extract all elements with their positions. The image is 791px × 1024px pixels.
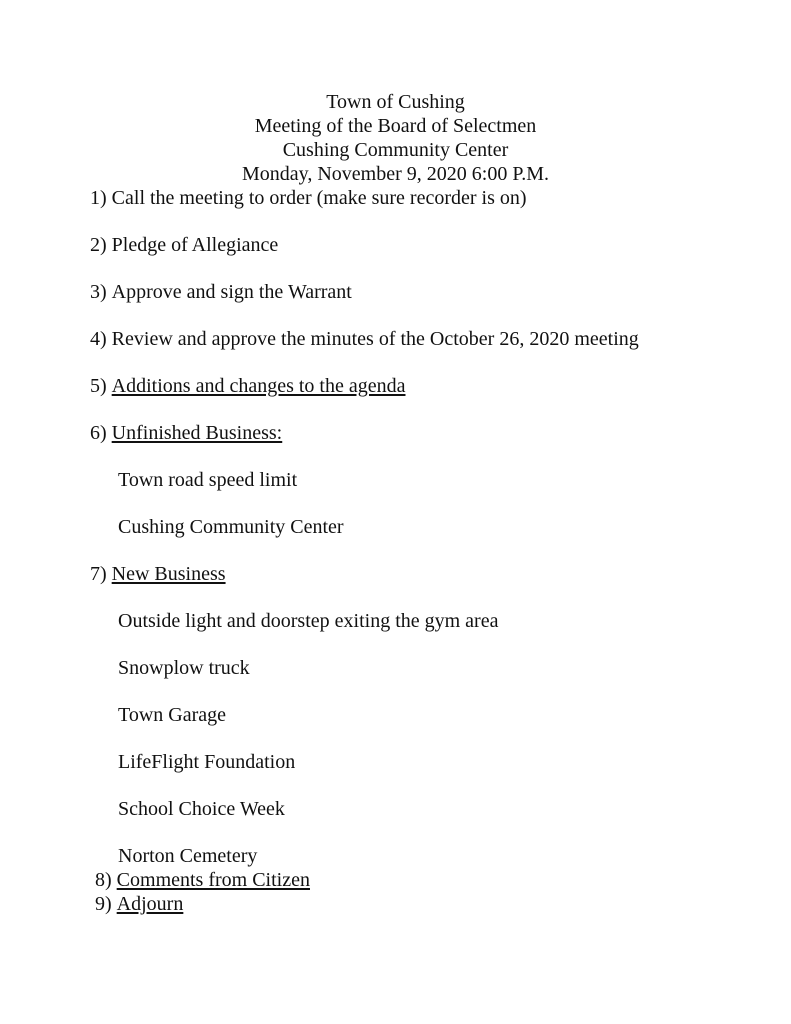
agenda-item-5-number: 5) — [90, 375, 107, 397]
agenda-item-6-number: 6) — [90, 422, 107, 444]
agenda-item-3-text: Approve and sign the Warrant — [111, 281, 352, 303]
new-business-sub-item-6: Norton Cemetery — [118, 845, 258, 867]
doc-datetime: Monday, November 9, 2020 6:00 P.M. — [241, 163, 550, 185]
agenda-item-7 — [90, 562, 751, 586]
agenda-item-2-number: 2) — [90, 234, 107, 256]
agenda-item-2 — [90, 233, 751, 257]
agenda-item-9-number: 9) — [95, 893, 112, 915]
agenda-item-7-text: New Business — [111, 563, 226, 585]
new-business-sub-item-4: LifeFlight Foundation — [118, 751, 296, 773]
agenda-item-6 — [90, 421, 751, 445]
agenda-item-1-number: 1) — [90, 187, 107, 209]
new-business-sub-item-3: Town Garage — [118, 704, 226, 726]
doc-location: Cushing Community Center — [282, 139, 509, 161]
agenda-item-3 — [90, 280, 751, 304]
agenda-item-8-number: 8) — [95, 869, 112, 891]
agenda-item-8 — [90, 868, 751, 892]
agenda-item-1-text: Call the meeting to order (make sure recorder is on) — [111, 187, 527, 209]
agenda-item-8-text: Comments from Citizen — [116, 869, 310, 891]
agenda-item-5 — [90, 374, 751, 398]
agenda-item-9-text: Adjourn — [116, 893, 184, 915]
unfinished-business-sub-item-2: Cushing Community Center — [118, 516, 344, 538]
agenda-list — [0, 186, 791, 916]
new-business-sub-item-1: Outside light and doorstep exiting the gym area — [118, 610, 499, 632]
agenda-item-1 — [90, 186, 751, 210]
agenda-item-4-text: Review and approve the minutes of the October 26, 2020 meeting — [111, 328, 639, 350]
agenda-item-6-text: Unfinished Business: — [111, 422, 283, 444]
agenda-item-7-number: 7) — [90, 563, 107, 585]
unfinished-business-sub-item-1: Town road speed limit — [118, 469, 298, 491]
agenda-item-3-number: 3) — [90, 281, 107, 303]
agenda-item-9 — [90, 892, 751, 916]
doc-title: Town of Cushing — [326, 91, 465, 113]
doc-subtitle-meeting: Meeting of the Board of Selectmen — [254, 115, 537, 137]
agenda-item-2-text: Pledge of Allegiance — [111, 234, 279, 256]
document-header — [0, 0, 791, 186]
agenda-item-5-text: Additions and changes to the agenda — [111, 375, 406, 397]
agenda-item-4 — [90, 327, 751, 351]
agenda-item-4-number: 4) — [90, 328, 107, 350]
new-business-sub-item-5: School Choice Week — [118, 798, 285, 820]
new-business-sub-item-2: Snowplow truck — [118, 657, 250, 679]
